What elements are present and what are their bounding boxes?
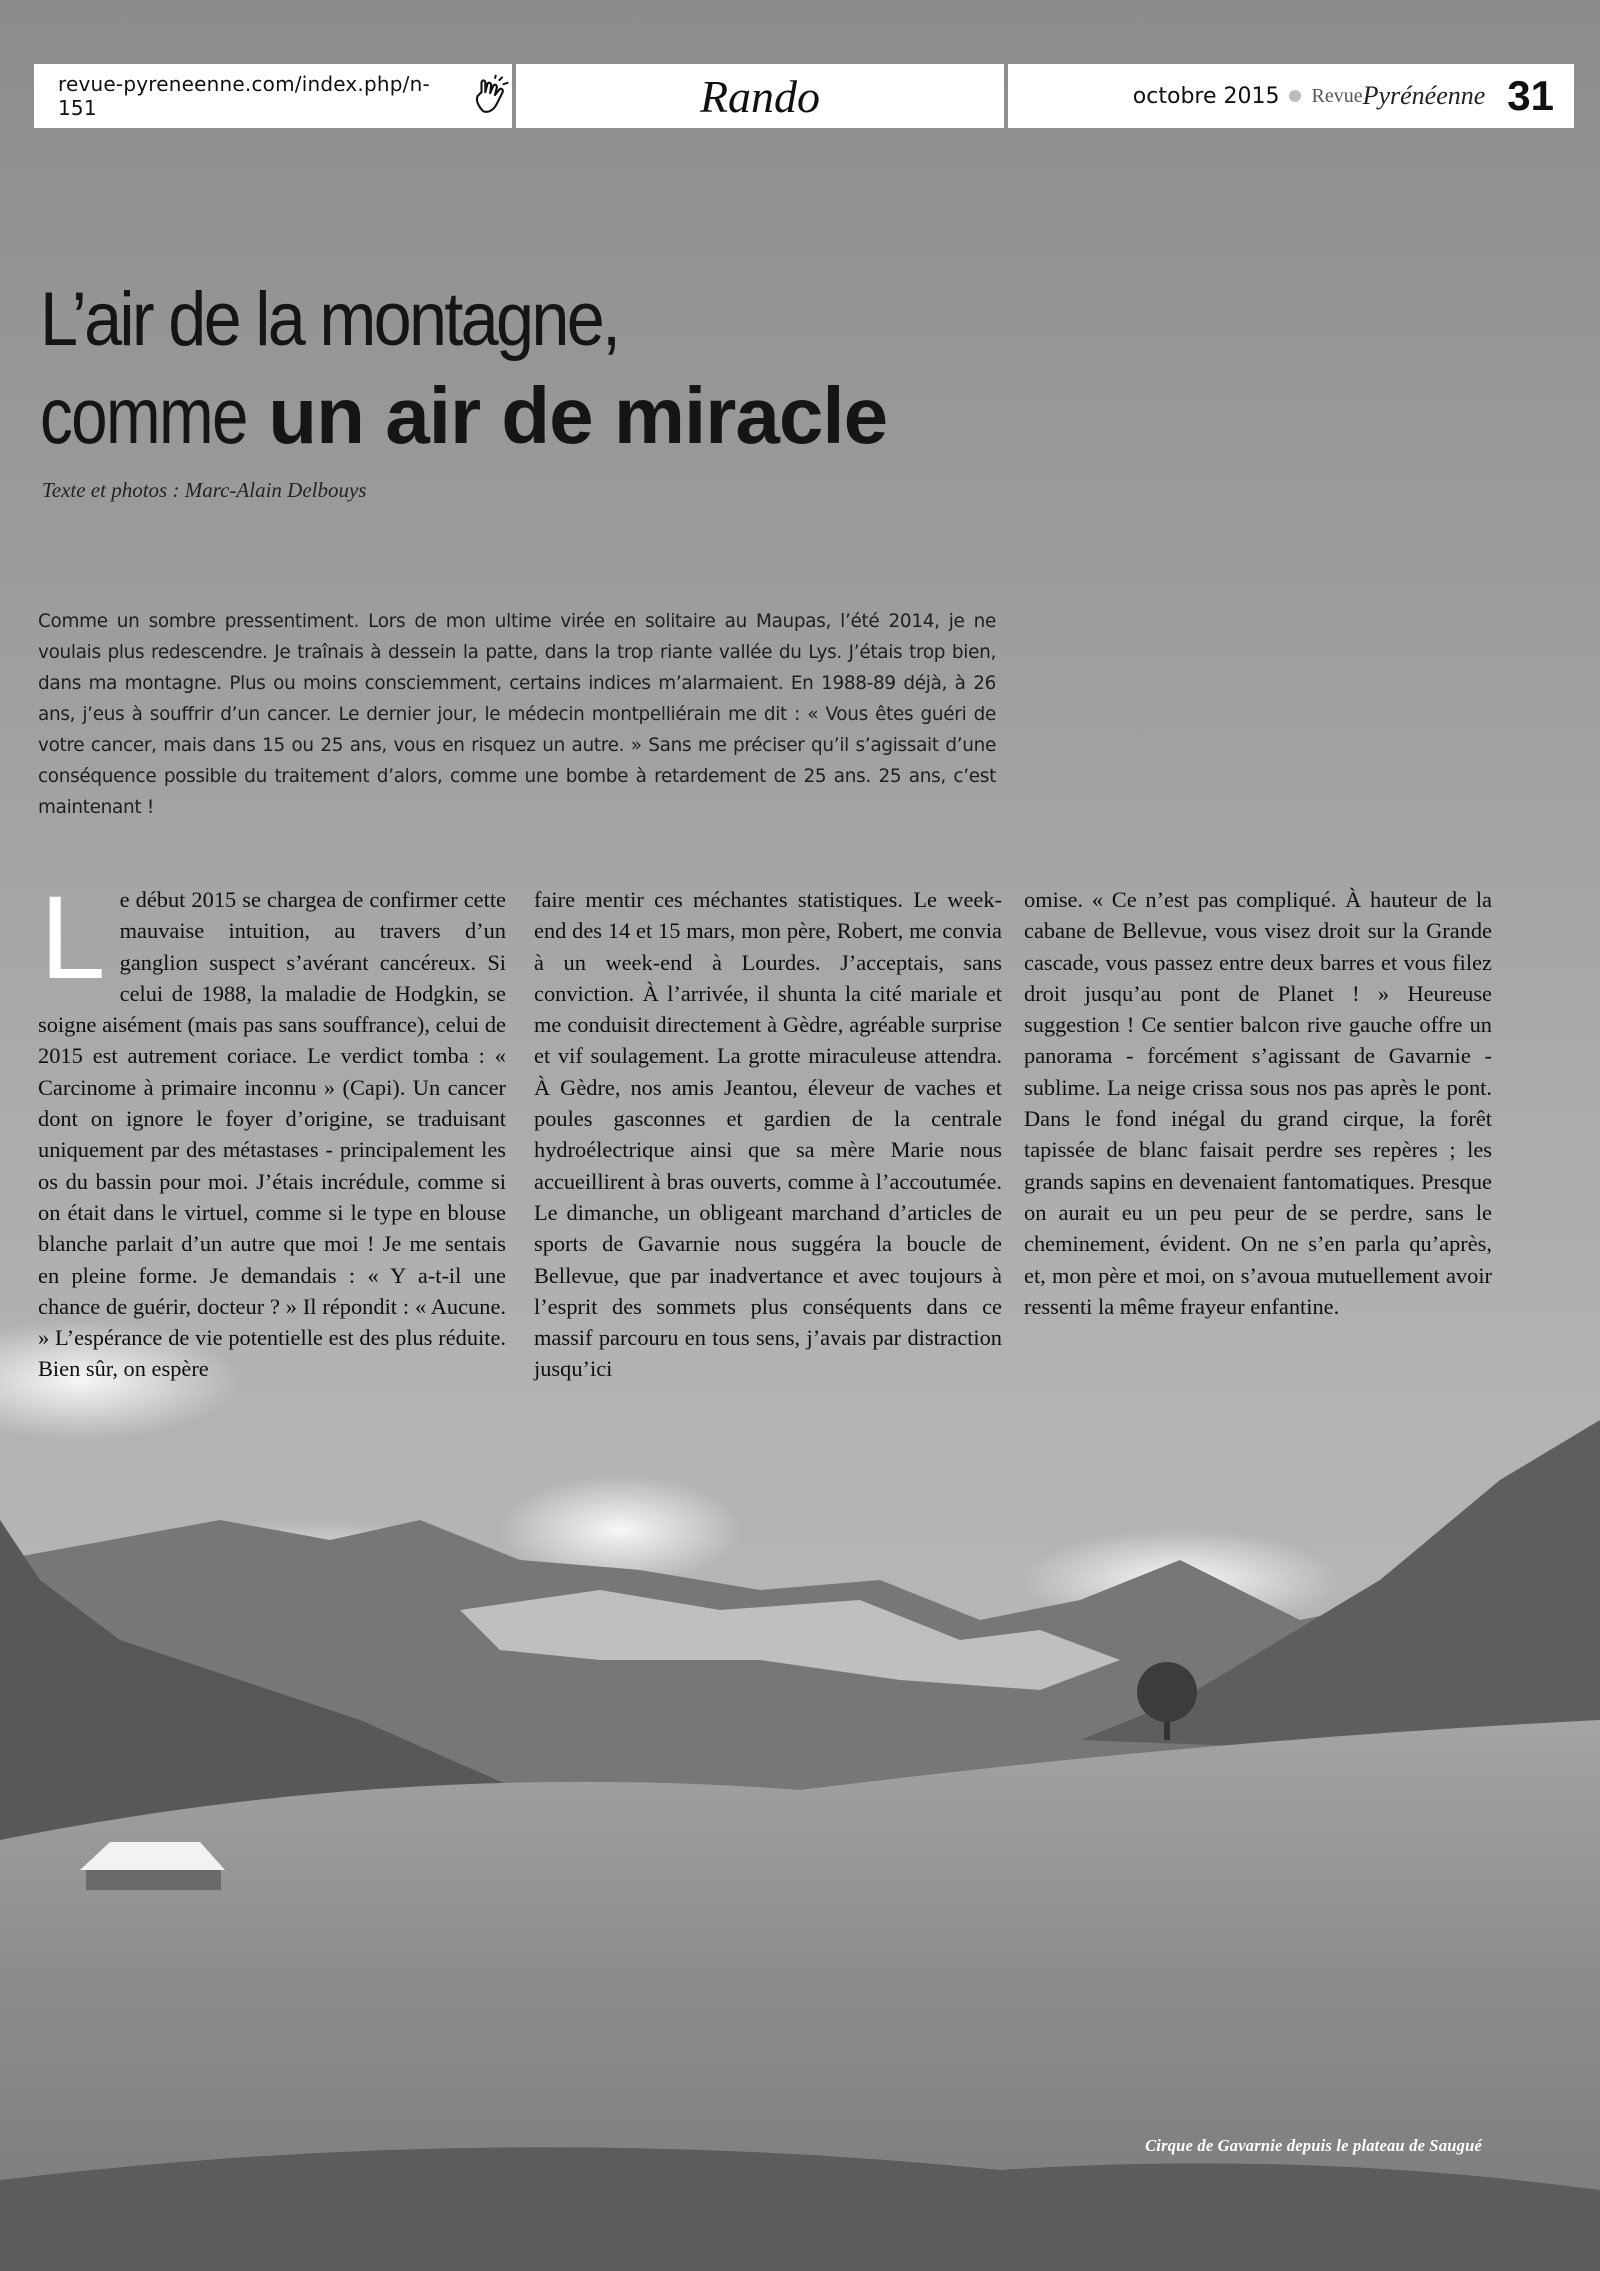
header-issue-box — [1008, 64, 1574, 128]
title-line-2 — [40, 368, 887, 464]
drop-cap: L — [40, 872, 106, 1004]
article-title — [40, 272, 887, 464]
header-url[interactable]: revue-pyreneenne.com/index.php/n-151 — [58, 72, 430, 120]
intro-paragraph: Comme un sombre pressentiment. Lors de mon ultime virée en solitaire au Maupas, l’été 2014, je ne voulais plus redescendre. Je traînais à dessein la patte, dans la trop riante vallée du Lys. J’étais trop bien, dans ma montagne. Plus ou moins consciemment, certains indices m’alarmaient. En 1988-89 déjà, à 26 ans, j’eus à souffrir d’un cancer. Le dernier jour, le médecin montpelliérain me dit : « Vous êtes guéri de votre cancer, mais dans 15 ou 25 ans, vous en risquez un autre. » Sans me préciser qu’il s’agissait d’une conséquence possible du traitement d’alors, comme une bombe à retardement de 25 ans. 25 ans, c’est maintenant ! — [38, 611, 996, 818]
section-title: Rando — [699, 70, 821, 122]
body-column-2-text: faire mentir ces méchantes statistiques. Le week-end des 14 et 15 mars, mon père, Robert, me convia à un week-end à Lourdes. J’acceptais, sans conviction. À l’arrivée, il shunta la cité mariale et me conduisit directement à Gèdre, agréable surprise et vif soulagement. La grotte miraculeuse attendra. À Gèdre, nos amis Jeantou, éleveur de vaches et poules gasconnes et gardien de la centrale hydroélectrique ainsi que sa mère Marie nous accueillirent à bras ouverts, comme à l’accoutumée. Le dimanche, un obligeant marchand d’articles de sports de Gavarnie nous suggéra la boucle de Bellevue, que par inadvertance et avec toujours à l’esprit des sommets plus conséquents dans ce massif parcouru en tous sens, j’avais par distraction jusqu’ici — [534, 887, 1002, 1382]
page-number: 31 — [1507, 72, 1554, 119]
body-column-3-text: omise. « Ce n’est pas compliqué. À hauteur de la cabane de Bellevue, vous visez droit sur la Grande cascade, vous passez entre deux barres et vous filez droit jusqu’au pont de Planet ! » Heureuse suggestion ! Ce sentier balcon rive gauche offre un panorama - forcément s’agissant de Gavarnie - sublime. La neige crissa sous nos pas après le pont. Dans le fond inégal du grand cirque, la forêt tapissée de blanc faisait perdre ses repères ; les grands sapins en devenaient fantomatiques. Presque on aurait eu un peu peur de se perdre, sans le cheminement, évident. On ne s’en parla qu’après, et, mon père et moi, on s’avoua mutuellement avoir ressenti la même frayeur enfantine. — [1024, 887, 1492, 1319]
issue-date: octobre 2015 — [1132, 83, 1280, 109]
body-column-1 — [38, 872, 506, 1385]
title-line-2-bold: un air de miracle — [268, 371, 888, 460]
title-line-1: L’air de la montagne, — [40, 277, 619, 362]
brand-name: Pyrénéenne — [1362, 81, 1486, 110]
separator-dot — [1289, 90, 1301, 102]
header-section-box — [516, 64, 1004, 128]
byline: Texte et photos : Marc-Alain Delbouys — [42, 478, 367, 502]
hand-pointer-icon — [470, 74, 512, 118]
title-line-2-light: comme — [40, 371, 247, 460]
body-column-2 — [534, 884, 1002, 1385]
body-column-1-text: e début 2015 se chargea de confirmer cette mauvaise intuition, au travers d’un ganglion suspect s’avérant cancéreux. Si celui de 1988, la maladie de Hodgkin, se soigne aisément (mais pas sans souffrance), celui de 2015 est autrement coriace. Le verdict tomba : « Carcinome à primaire inconnu » (Capi). Un cancer dont on ignore le foyer d’origine, se traduisant uniquement par des métastases - principalement les os du bassin pour moi. J’étais incrédule, comme si on était dans le virtuel, comme si le type en blouse blanche parlait d’un autre que moi ! Je me sentais en pleine forme. Je demandais : « Y a-t-il une chance de guérir, docteur ? » Il répondit : « Aucune. » L’espérance de vie potentielle est des plus réduite. Bien sûr, on espère — [38, 887, 506, 1382]
brand-prefix: Revue — [1311, 84, 1363, 107]
header-url-box — [34, 64, 512, 128]
body-column-3 — [1024, 884, 1492, 1322]
photo-caption: Cirque de Gavarnie depuis le plateau de Saugué — [1145, 2136, 1482, 2155]
